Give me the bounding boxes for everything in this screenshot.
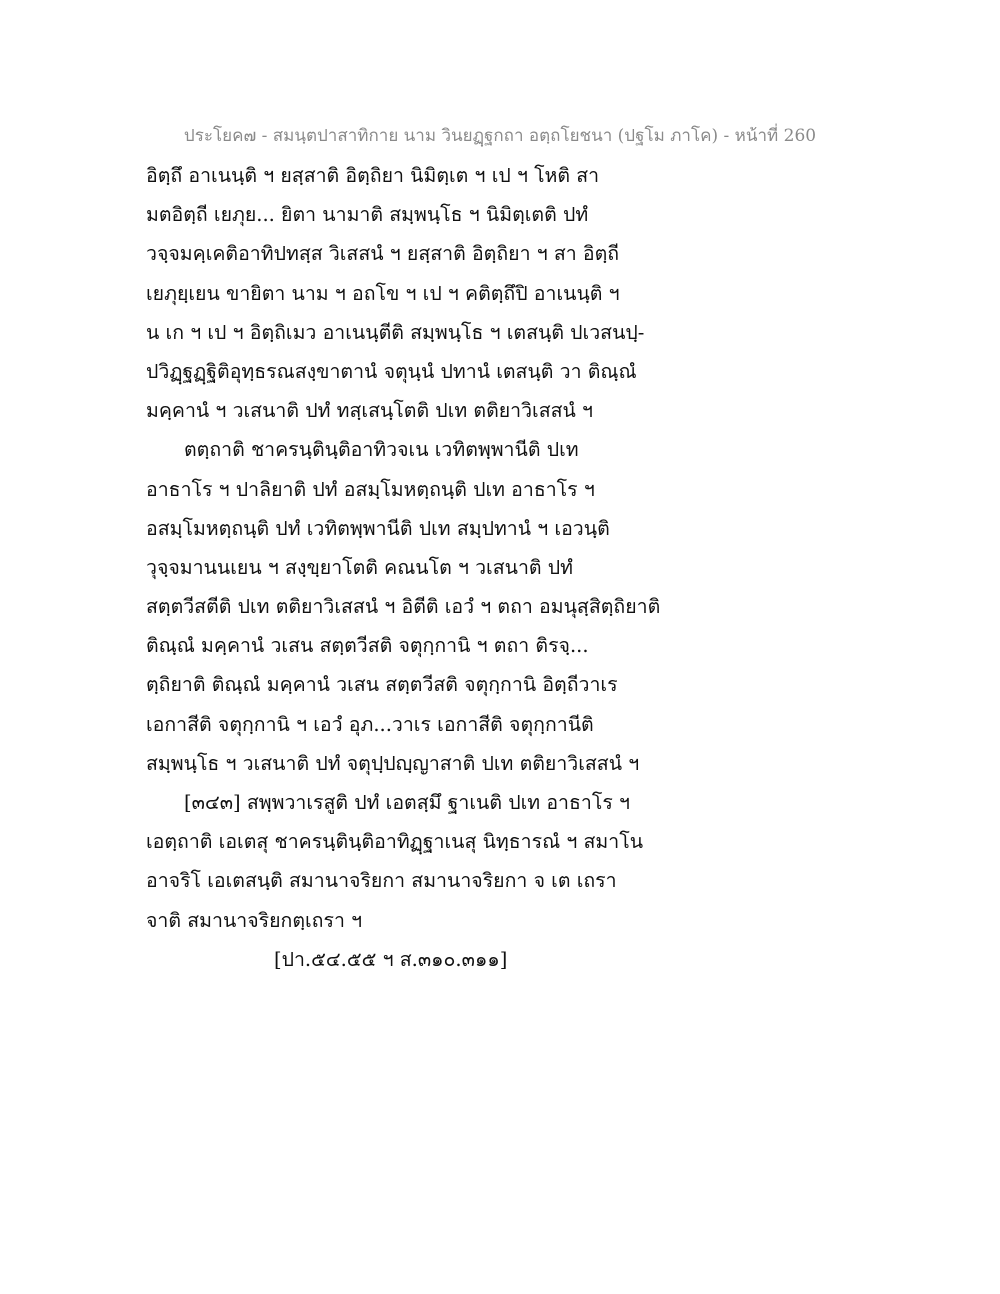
text-line: วุจฺจมานนเยน ฯ สงฺขฺยาโตติ คณนโต ฯ วเสนาติ ปทํ (146, 555, 574, 579)
text-line: อิตฺถึ อาเนนฺติ ฯ ยสฺสาติ อิตฺถิยา นิมิตฺเต ฯ เป ฯ โหติ สา (146, 164, 600, 187)
text-line: น เก ฯ เป ฯ อิตฺถิเมว อาเนนฺตีติ สมฺพนฺโธ ฯ เตสนฺติ ปเวสนปฺ- (146, 320, 645, 344)
text-line: อาธาโร ฯ ปาลิยาติ ปทํ อสมฺโมหตฺถนฺติ ปเท อาธาโร ฯ (146, 477, 595, 501)
page-header: ประโยค๗ - สมนฺตปาสาทิกาย นาม วินยฏฺฐกถา อตฺถโยชนา (ปฐโม ภาโค) - หน้าที่ 260 (183, 126, 817, 146)
text-line: เอตฺถาติ เอเตสุ ชาครนฺตินฺติอาทิฏฺฐาเนสุ นิทฺธารณํ ฯ สมาโน (146, 830, 644, 854)
text-line: ปวิฏฺฐฏฺฐิติอุทฺธรณสงฺขาตานํ จตุนฺนํ ปทานํ เตสนฺติ วา ติณฺณํ (146, 359, 637, 383)
text-line: สตฺตวีสตีติ ปเท ตติยาวิเสสนํ ฯ อิตีติ เอวํ ฯ ตถา อมนุสฺสิตฺถิยาติ (146, 595, 661, 619)
text-line: อสมฺโมหตฺถนฺติ ปทํ เวทิตพฺพานีติ ปเท สมฺปทานํ ฯ เอวนฺติ (146, 516, 610, 540)
text-line: เอกาสีติ จตุกฺกานิ ฯ เอวํ อุภ...วาเร เอกาสีติ จตุกฺกานีติ (146, 712, 594, 736)
body-text (146, 156, 706, 979)
paragraph-start-line: ตตฺถาติ ชาครนฺตินฺติอาทิวจเน เวทิตพฺพานีติ ปเท (184, 438, 579, 462)
text-line: มคฺคานํ ฯ วเสนาติ ปทํ ทสฺเสนฺโตติ ปเท ตติยาวิเสสนํ ฯ (146, 399, 594, 423)
text-line: ตฺถิยาติ ติณฺณํ มคฺคานํ วเสน สตฺตวีสติ จตุกฺกานิ อิตฺถีวาเร (146, 673, 618, 697)
text-line: มตอิตฺถี เยภุย... ยิตา นามาติ สมฺพนฺโธ ฯ นิมิตฺเตติ ปทํ (146, 203, 589, 227)
text-line: สมฺพนฺโธ ฯ วเสนาติ ปทํ จตุปฺปญฺญาสาติ ปเท ตติยาวิเสสนํ ฯ (146, 751, 640, 775)
text-line: เยภุยฺเยน ขายิตา นาม ฯ อถโข ฯ เป ฯ คติตฺถึปิ อาเนนฺติ ฯ (146, 281, 620, 305)
text-line: อาจริโ เอเตสนฺติ สมานาจริยกา สมานาจริยกา จ เต เถรา (146, 869, 617, 893)
text-line: วจฺจมคฺเคติอาทิปทสฺส วิเสสนํ ฯ ยสฺสาติ อิตฺถิยา ฯ สา อิตฺถี (146, 242, 620, 266)
text-line: จาติ สมานาจริยกตฺเถรา ฯ (146, 908, 363, 932)
paragraph-start-line: [๓๔๓] สพฺพวาเรสูติ ปทํ เอตสฺมึ ฐาเนติ ปเท อาธาโร ฯ (184, 791, 630, 814)
reference-line: [ปา.๕๔.๕๕ ฯ ส.๓๑๐.๓๑๑] (274, 947, 508, 971)
text-line: ติณฺณํ มคฺคานํ วเสน สตฺตวีสติ จตุกฺกานิ ฯ ตถา ติรจฺ... (146, 634, 589, 658)
